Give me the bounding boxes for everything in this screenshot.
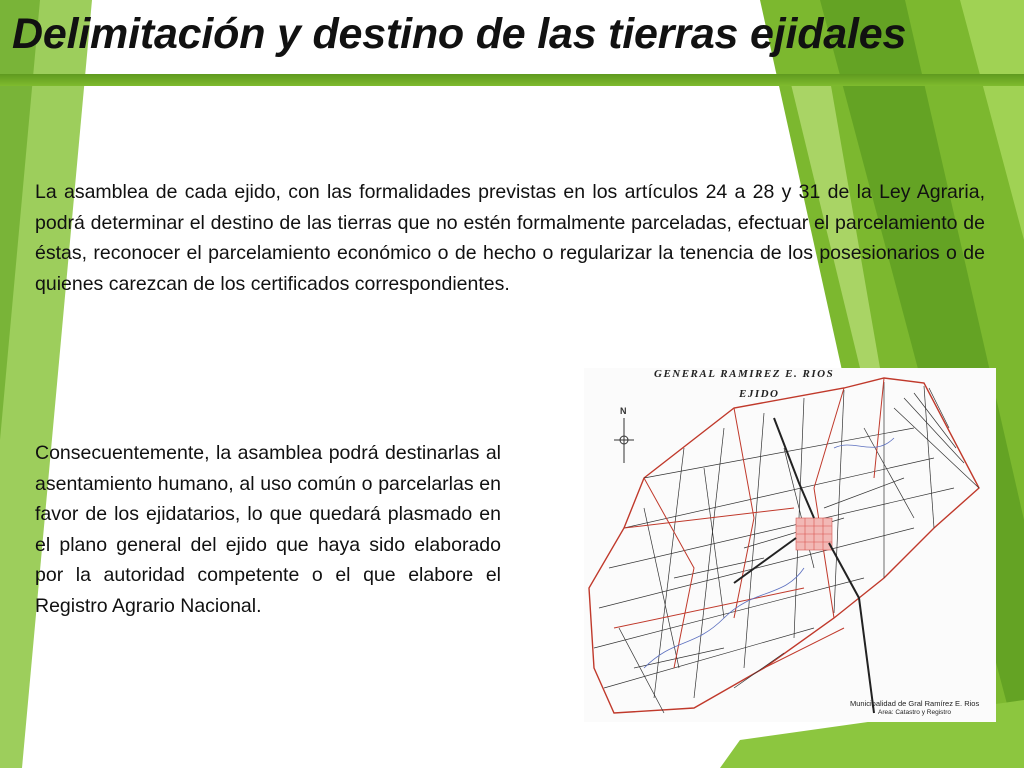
map-credit: Municipalidad de Gral Ramírez E. Rios	[850, 699, 980, 708]
parcel-lines	[594, 382, 979, 713]
map-subtitle: EJIDO	[739, 388, 780, 400]
paragraph-1: La asamblea de cada ejido, con las formalidades previstas en los artículos 24 a 28 y 31 de la Ley Agraria, podrá determinar el destino de las tierras que no estén formalmente parceladas, efectuar el parcelamiento de éstas, reconocer el parcelamiento económico o de hecho o regularizar la tenencia de los posesionarios o de quienes carezcan de los certificados correspondientes.	[35, 181, 985, 295]
map-drawing	[584, 368, 996, 722]
roads	[734, 418, 874, 713]
slide-title: Delimitación y destino de las tierras ejidales	[12, 10, 907, 58]
map-credit-area: Area: Catastro y Registro	[878, 709, 951, 716]
streams	[644, 438, 894, 668]
compass-icon	[614, 418, 634, 463]
title-bar	[0, 0, 1024, 76]
compass-north-label: N	[620, 406, 627, 416]
red-divisions	[614, 378, 884, 668]
map-title: GENERAL RAMIREZ E. RIOS	[654, 368, 835, 380]
urban-center	[796, 518, 832, 550]
ejido-map	[584, 368, 996, 722]
paragraph-2: Consecuentemente, la asamblea podrá destinarlas al asentamiento humano, al uso común o parcelarlas en favor de los ejidatarios, lo que quedará plasmado en el plano general del ejido que haya sido elaborado por la autoridad competente o el que elabore el Registro Agrario Nacional.	[35, 442, 501, 617]
title-underline	[0, 74, 1024, 86]
